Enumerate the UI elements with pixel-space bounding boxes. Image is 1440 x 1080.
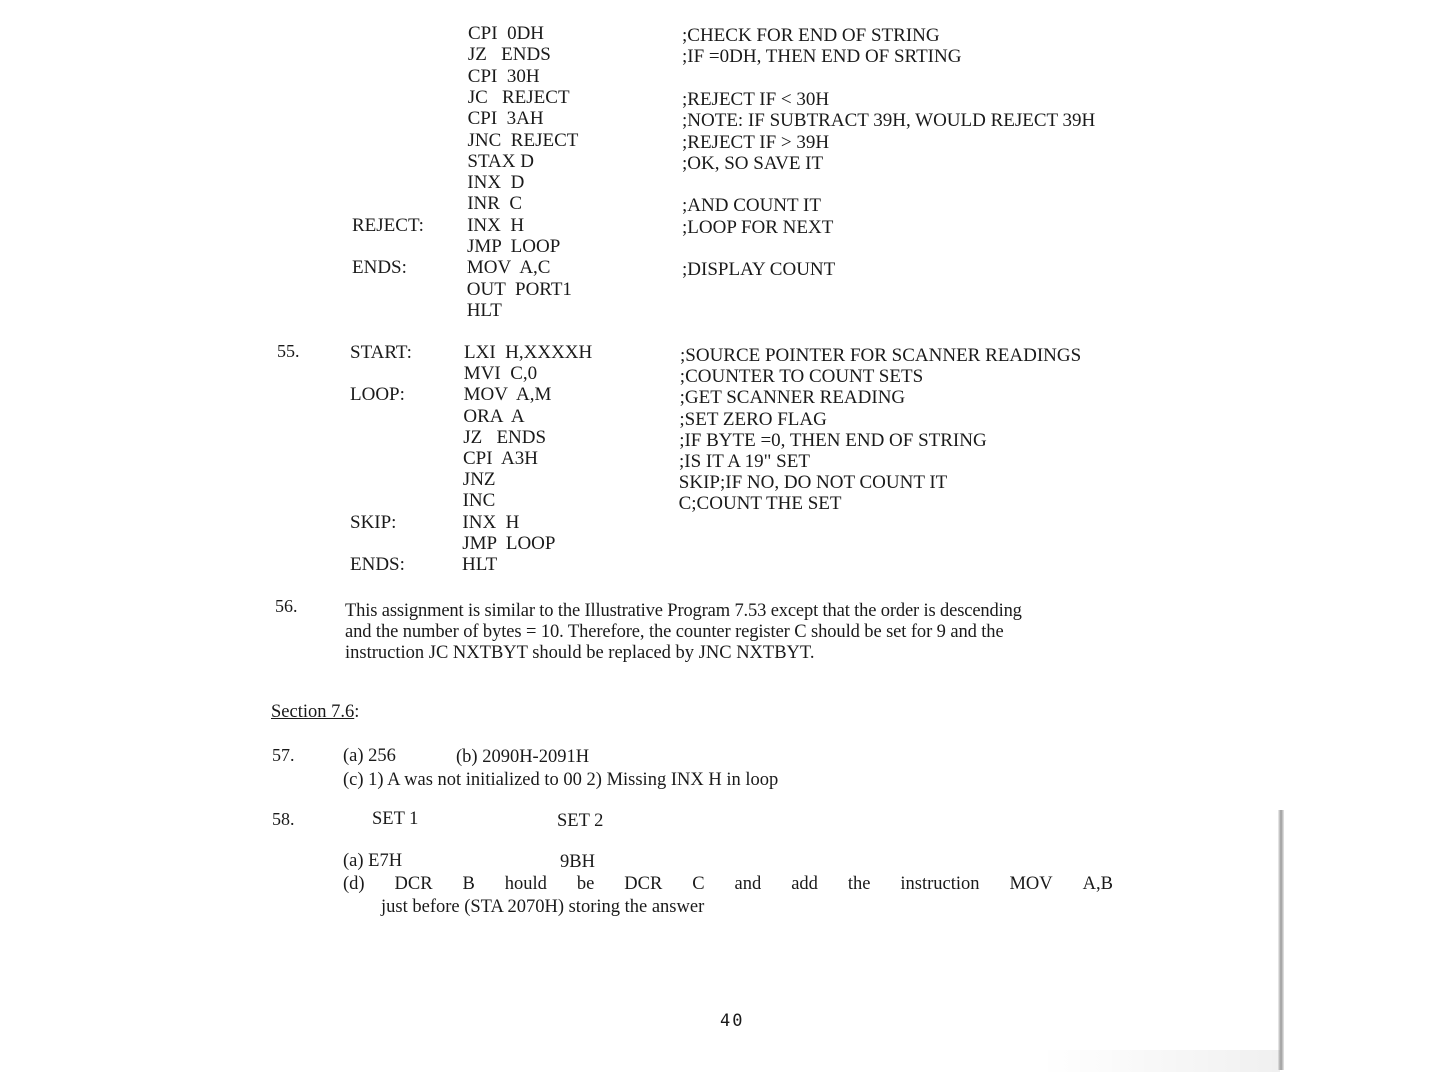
code-block-1-comment: ;CHECK FOR END OF STRING <box>682 25 940 46</box>
q58-d-word: DCR <box>394 874 433 894</box>
q55-instruction: HLT <box>462 554 498 575</box>
scan-smudge <box>1040 1050 1280 1072</box>
code-block-1-comment: ;LOOP FOR NEXT <box>682 216 834 238</box>
code-block-1-instruction: JZ ENDS <box>467 44 551 66</box>
code-block-1-comment: ;DISPLAY COUNT <box>682 259 836 281</box>
q55-comment: ;COUNTER TO COUNT SETS <box>679 366 924 388</box>
code-block-1-instruction: INR C <box>467 193 523 215</box>
q58-set2-header: SET 2 <box>557 811 604 831</box>
q55-instruction: INX H <box>462 511 520 533</box>
section-colon: : <box>354 702 360 722</box>
scan-edge-shadow <box>1278 810 1284 1070</box>
q55-comment: SKIP;IF NO, DO NOT COUNT IT <box>678 472 948 494</box>
q55-number: 55. <box>277 341 300 361</box>
q55-label: LOOP: <box>350 384 405 406</box>
q57-number: 57. <box>272 745 295 765</box>
q58-d-word: instruction <box>900 874 980 894</box>
q58-answer-a-set2: 9BH <box>560 852 595 872</box>
q57-answer-a: (a) 256 <box>343 746 396 766</box>
section-title: Section 7.6 <box>271 702 355 722</box>
section-heading <box>271 703 359 722</box>
code-block-1-label: REJECT: <box>352 214 424 236</box>
code-block-1-label: ENDS: <box>352 257 407 279</box>
q58-d-word: MOV <box>1009 874 1053 894</box>
q55-label: ENDS: <box>350 554 405 575</box>
q55-instruction: MVI C,0 <box>463 363 538 385</box>
q55-comment: ;GET SCANNER READING <box>679 387 906 409</box>
q58-answer-d-line-2: just before (STA 2070H) storing the answer <box>381 897 705 917</box>
q55-comment: ;IF BYTE =0, THEN END OF STRING <box>679 429 987 451</box>
q58-d-word: add <box>791 874 818 894</box>
q58-number: 58. <box>272 809 295 829</box>
q55-instruction: LXI H,XXXXH <box>464 342 593 363</box>
code-block-1-instruction: CPI 0DH <box>468 23 545 44</box>
q57-answer-b: (b) 2090H-2091H <box>456 747 590 767</box>
code-block-1-instruction: JNC REJECT <box>467 129 579 151</box>
q55-comment: ;IS IT A 19" SET <box>679 451 810 472</box>
q58-d-word: A,B <box>1082 874 1113 894</box>
q55-comment: C;COUNT THE SET <box>678 493 842 515</box>
code-block-1-comment: ;NOTE: IF SUBTRACT 39H, WOULD REJECT 39H <box>682 110 1096 132</box>
code-block-1-instruction: STAX D <box>467 150 534 172</box>
page-number: 40 <box>720 1011 745 1031</box>
q55-instruction: INC <box>462 490 496 512</box>
q58-d-word: the <box>847 874 871 894</box>
q58-answer-a: (a) E7H <box>343 851 403 871</box>
q58-d-word: (d) <box>343 874 365 894</box>
q58-d-word: be <box>576 874 595 894</box>
code-block-1-instruction: MOV A,C <box>466 257 551 279</box>
code-block-1-instruction: HLT <box>466 299 502 321</box>
q55-instruction: JMP LOOP <box>462 532 556 554</box>
q57-answer-c: (c) 1) A was not initialized to 00 2) Missing INX H in loop <box>343 770 779 790</box>
q55-instruction: JZ ENDS <box>463 426 547 448</box>
q56-line-1: This assignment is similar to the Illustrative Program 7.53 except that the order is descending <box>345 601 1022 621</box>
q56-line-3: instruction JC NXTBYT should be replaced by JNC NXTBYT. <box>345 643 815 663</box>
code-block-1-instruction: INX D <box>467 172 525 194</box>
q58-answer-d-line-1 <box>343 875 1113 894</box>
q58-d-word: and <box>734 874 762 894</box>
q58-d-word: DCR <box>624 874 663 894</box>
code-block-1-comment: ;IF =0DH, THEN END OF SRTING <box>682 46 962 68</box>
code-block-1-comment: ;AND COUNT IT <box>682 195 821 217</box>
q58-set1-header: SET 1 <box>372 809 419 829</box>
q55-instruction: CPI A3H <box>463 448 538 469</box>
code-block-1-instruction: JMP LOOP <box>467 236 561 257</box>
code-block-1-instruction: INX H <box>467 214 525 236</box>
q55-comment: ;SOURCE POINTER FOR SCANNER READINGS <box>680 345 1082 366</box>
code-block-1-comment: ;OK, SO SAVE IT <box>682 152 824 174</box>
q55-label: SKIP: <box>350 511 397 533</box>
q58-d-word: B <box>462 874 475 894</box>
q56-number: 56. <box>275 596 298 616</box>
q55-label: START: <box>350 342 412 363</box>
code-block-1-instruction: JC REJECT <box>467 86 570 108</box>
q55-instruction: ORA A <box>463 405 525 427</box>
q56-line-2: and the number of bytes = 10. Therefore, the counter register C should be set for 9 and the <box>345 622 1004 642</box>
code-block-1-instruction: OUT PORT1 <box>466 278 572 300</box>
q55-instruction: MOV A,M <box>463 384 552 406</box>
code-block-1-instruction: CPI 3AH <box>467 108 544 130</box>
q55-comment: ;SET ZERO FLAG <box>679 408 827 430</box>
code-block-1-instruction: CPI 30H <box>467 65 540 87</box>
q58-d-word: hould <box>504 874 547 894</box>
q58-d-word: C <box>692 874 705 894</box>
q55-instruction: JNZ <box>462 469 496 491</box>
code-block-1-comment: ;REJECT IF > 39H <box>682 131 830 153</box>
code-block-1-comment: ;REJECT IF < 30H <box>682 88 830 110</box>
